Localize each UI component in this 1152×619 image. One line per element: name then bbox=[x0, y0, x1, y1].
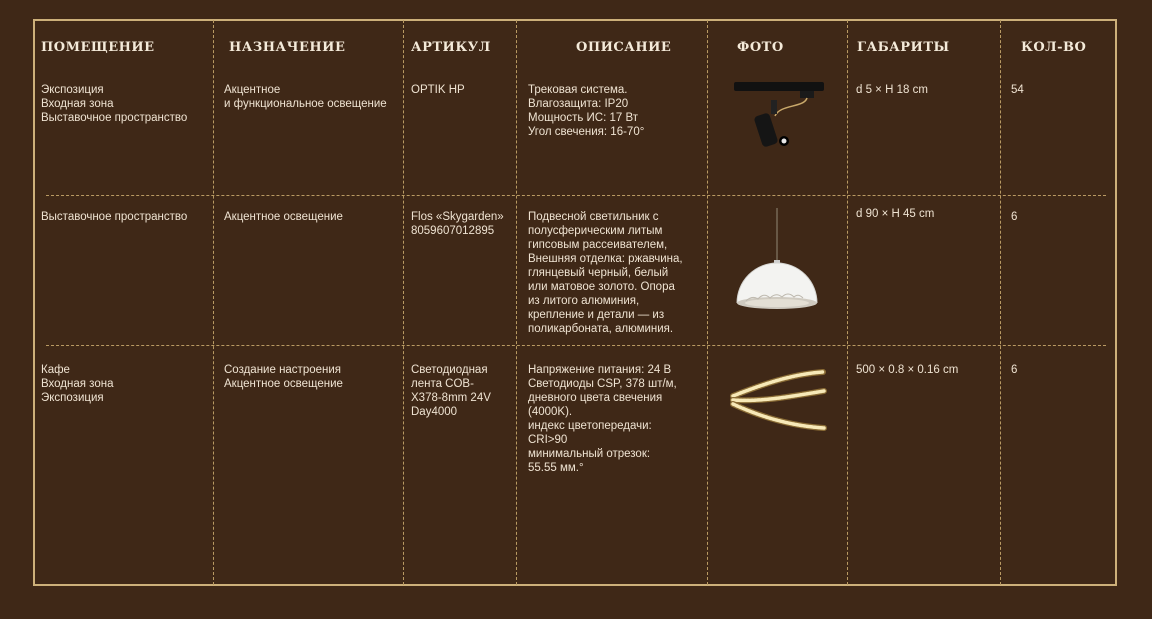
header-photo: ФОТО bbox=[737, 40, 784, 55]
row3-room: Кафе Входная зона Экспозиция bbox=[41, 364, 114, 404]
row2-article: Flos «Skygarden» 8059607012895 bbox=[411, 211, 504, 237]
column-divider bbox=[707, 20, 708, 585]
row1-room: Экспозиция Входная зона Выставочное пространство bbox=[41, 84, 188, 124]
header-dimensions: ГАБАРИТЫ bbox=[857, 40, 950, 55]
column-divider bbox=[213, 20, 214, 585]
row2-purpose: Акцентное освещение bbox=[224, 211, 343, 223]
header-room: ПОМЕЩЕНИЕ bbox=[41, 40, 155, 55]
column-divider bbox=[847, 20, 848, 585]
column-divider bbox=[516, 20, 517, 585]
row1-quantity: 54 bbox=[1011, 84, 1024, 96]
row3-purpose: Создание настроения Акцентное освещение bbox=[224, 364, 343, 390]
row3-quantity: 6 bbox=[1011, 364, 1018, 376]
header-quantity: КОЛ-ВО bbox=[1021, 40, 1087, 55]
track-spotlight-icon bbox=[730, 78, 830, 158]
column-divider bbox=[1000, 20, 1001, 585]
header-description: ОПИСАНИЕ bbox=[576, 40, 672, 55]
row2-quantity: 6 bbox=[1011, 211, 1018, 223]
pendant-dome-lamp-icon bbox=[732, 205, 822, 320]
header-purpose: НАЗНАЧЕНИЕ bbox=[229, 40, 346, 55]
row2-room: Выставочное пространство bbox=[41, 211, 188, 223]
row1-article: OPTIK HP bbox=[411, 84, 465, 96]
row-divider bbox=[46, 345, 1106, 346]
row3-dimensions: 500 × 0.8 × 0.16 cm bbox=[856, 364, 959, 376]
row1-purpose: Акцентное и функциональное освещение bbox=[224, 84, 387, 110]
header-article: АРТИКУЛ bbox=[411, 40, 491, 55]
row3-article: Светодиодная лента COB- X378-8mm 24V Day4000 bbox=[411, 364, 491, 418]
row1-dimensions: d 5 × H 18 cm bbox=[856, 84, 928, 96]
row-divider bbox=[46, 195, 1106, 196]
row2-dimensions: d 90 × H 45 cm bbox=[856, 208, 935, 220]
row2-description: Подвесной светильник с полусферическим литым гипсовым рассеивателем, Внешняя отделка: ржавчина, глянцевый черный, белый или матовое золото. Опора из литого алюминия, крепление и детали — из поликарбоната, алюминия. bbox=[528, 211, 683, 335]
row1-description: Трековая система. Влагозащита: IP20 Мощность ИС: 17 Вт Угол свечения: 16-70° bbox=[528, 84, 645, 138]
column-divider bbox=[403, 20, 404, 585]
row3-description: Напряжение питания: 24 В Светодиоды CSP, 378 шт/м, дневного цвета свечения (4000K). индекс цветопередачи: CRI>90 минимальный отрезок: 55.55 мм.° bbox=[528, 364, 677, 474]
led-strip-icon bbox=[728, 366, 828, 436]
